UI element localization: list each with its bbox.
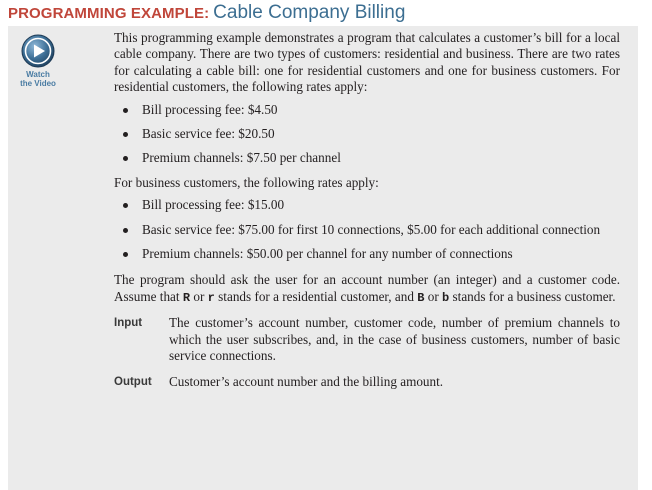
program-text: or: [190, 288, 208, 304]
list-item: [114, 222, 620, 238]
section-prefix: PROGRAMMING EXAMPLE:: [8, 5, 210, 22]
output-label: Output: [114, 375, 152, 388]
business-intro: For business customers, the following rates apply:: [114, 174, 379, 190]
program-text: or: [424, 288, 443, 304]
list-item: [114, 246, 620, 262]
rate-text: Basic service fee: $75.00 for first 10 connections, $5.00 for each additional connection: [142, 221, 601, 237]
title-bar: [0, 0, 652, 26]
output-description: Customer’s account number and the billing amount.: [169, 373, 444, 389]
program-text: stands for a business customer.: [449, 288, 616, 304]
business-rates-list: [114, 197, 620, 262]
rate-text: Basic service fee: $20.50: [142, 126, 275, 142]
program-text: stands for a residential customer, and: [214, 288, 418, 304]
section-title: [8, 1, 405, 26]
program-paragraph: [114, 272, 620, 306]
code-R: R: [182, 290, 191, 305]
example-panel: [8, 26, 638, 490]
residential-rates-list: [114, 102, 620, 167]
input-block: [114, 315, 620, 364]
bullet: [123, 203, 128, 208]
output-block: [114, 374, 620, 390]
list-item: [114, 150, 620, 166]
bullet: [123, 228, 128, 233]
section-heading: Cable Company Billing: [213, 2, 406, 23]
code-B: B: [417, 290, 425, 305]
program-text: The program should ask the user for an account number (an integer) and a customer code. Assume that: [114, 272, 620, 304]
code-r: r: [207, 290, 215, 305]
list-item: [114, 126, 620, 142]
bullet: [123, 108, 128, 113]
watch-video-button[interactable]: [18, 34, 58, 88]
rate-text: Premium channels: $50.00 per channel for any number of connections: [142, 246, 513, 262]
bullet: [123, 252, 128, 257]
play-video-icon[interactable]: [21, 34, 55, 68]
caption-line-1: Watch: [26, 70, 50, 79]
bullet: [123, 132, 128, 137]
code-b: b: [442, 290, 450, 305]
list-item: [114, 197, 620, 213]
bullet: [123, 156, 128, 161]
example-content: [114, 30, 620, 390]
watch-video-caption: [18, 70, 58, 88]
list-item: [114, 102, 620, 118]
input-label: Input: [114, 317, 143, 330]
input-description: The customer’s account number, customer code, number of premium channels to which the user subscribes, and, in the case of business customers, number of basic service connections.: [169, 315, 620, 364]
caption-line-2: the Video: [20, 79, 56, 88]
rate-text: Bill processing fee: $15.00: [142, 197, 285, 213]
rate-text: Bill processing fee: $4.50: [142, 101, 278, 117]
rate-text: Premium channels: $7.50 per channel: [142, 150, 341, 166]
intro-paragraph: This programming example demonstrates a program that calculates a customer’s bill for a local cable company. There are two types of customers: residential and business. There are two rates for calculating a cable bill: one for residential customers and one for business customers. For residential customers, the following rates apply:: [114, 30, 620, 95]
